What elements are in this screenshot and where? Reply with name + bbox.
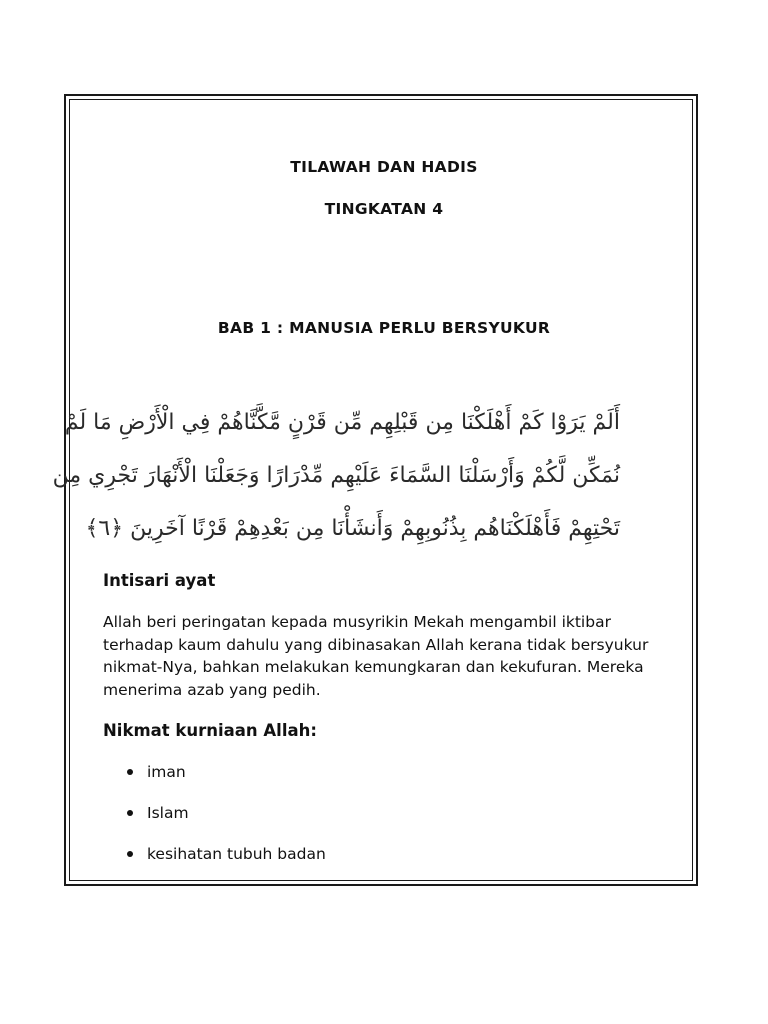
document-subtitle: TINGKATAN 4 [324, 200, 444, 218]
intisari-paragraph: Allah beri peringatan kepada musyrikin Mekah mengambil iktibar terhadap kaum dahulu yang dibinasakan Allah kerana tidak bersyukur nikmat-Nya, bahkan melakukan kemungkaran dan kekufuran. Mereka menerima azab yang pedih. [103, 613, 649, 699]
list-item [103, 801, 189, 842]
verse-line: تَحْتِهِمْ فَأَهْلَكْنَاهُم بِذُنُوبِهِمْ وَأَنشَأْنَا مِن بَعْدِهِمْ قَرْنًا آخَرِينَ ﴿٦﴾ [85, 516, 620, 541]
bullet-icon [127, 810, 133, 816]
bullet-icon [127, 851, 133, 857]
list-item [103, 842, 326, 883]
verse-line: نُمَكِّن لَّكُمْ وَأَرْسَلْنَا السَّمَاءَ عَلَيْهِم مِّدْرَارًا وَجَعَلْنَا الْأَنْهَارَ تَجْرِي مِن [52, 463, 620, 488]
section-heading-intisari: Intisari ayat [103, 571, 216, 590]
chapter-heading: BAB 1 : MANUSIA PERLU BERSYUKUR [217, 319, 551, 337]
list-item [103, 760, 186, 801]
list-item-text: kesihatan tubuh badan [147, 845, 326, 863]
list-item-text: Islam [147, 804, 189, 822]
document-title: TILAWAH DAN HADIS [290, 158, 478, 176]
verse-line: أَلَمْ يَرَوْا كَمْ أَهْلَكْنَا مِن قَبْلِهِم مِّن قَرْنٍ مَّكَّنَّاهُمْ فِي الْأَرْضِ مَا لَمْ [64, 410, 620, 435]
section-heading-nikmat: Nikmat kurniaan Allah: [103, 721, 317, 740]
nikmat-list [103, 760, 326, 883]
list-item-text: iman [147, 763, 186, 781]
bullet-icon [127, 769, 133, 775]
quran-verse [52, 396, 620, 546]
